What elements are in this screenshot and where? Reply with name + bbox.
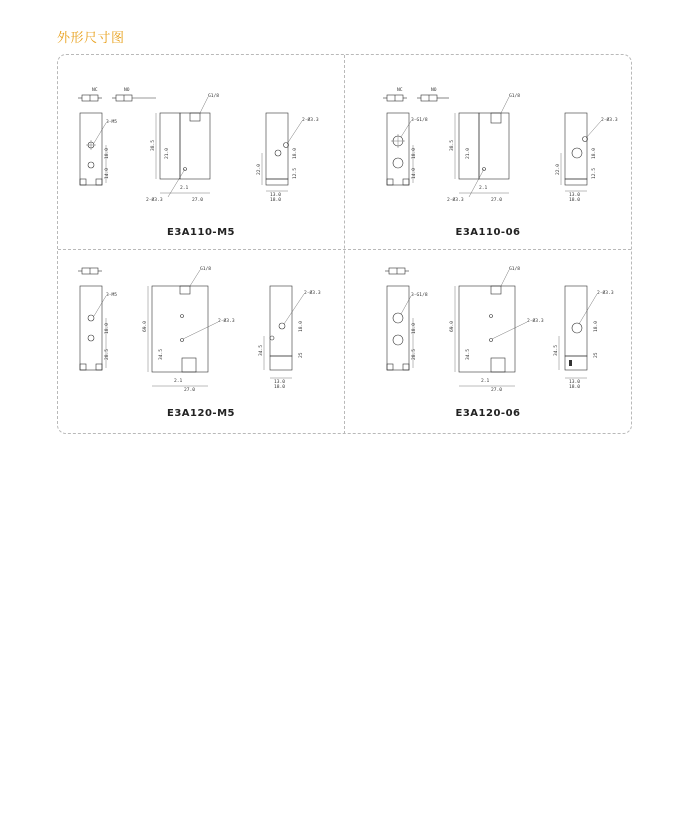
svg-text:18.0: 18.0 bbox=[105, 147, 110, 159]
svg-text:2-Ø3.3: 2-Ø3.3 bbox=[447, 198, 464, 203]
valve-symbol-nc bbox=[78, 87, 102, 101]
svg-text:18.0: 18.0 bbox=[592, 147, 597, 159]
svg-text:34.5: 34.5 bbox=[554, 344, 559, 356]
model-label: E3A110-06 bbox=[455, 227, 521, 238]
svg-text:18.0: 18.0 bbox=[299, 320, 304, 332]
svg-text:NC: NC bbox=[397, 88, 403, 93]
svg-text:G1/8: G1/8 bbox=[200, 267, 212, 272]
svg-text:13.0: 13.0 bbox=[569, 380, 581, 385]
svg-text:12.5: 12.5 bbox=[592, 167, 597, 179]
svg-text:27.0: 27.0 bbox=[192, 198, 204, 203]
svg-text:NO: NO bbox=[431, 88, 437, 93]
svg-text:18.0: 18.0 bbox=[412, 147, 417, 159]
drawing-cell-e3a110-06 bbox=[345, 55, 631, 245]
svg-text:34.5: 34.5 bbox=[259, 344, 264, 356]
svg-text:2-Ø3.3: 2-Ø3.3 bbox=[146, 198, 163, 203]
svg-text:27.0: 27.0 bbox=[491, 388, 503, 393]
svg-text:18.0: 18.0 bbox=[569, 198, 581, 203]
svg-text:NC: NC bbox=[92, 88, 98, 93]
svg-text:38.5: 38.5 bbox=[151, 139, 156, 151]
svg-text:18.0: 18.0 bbox=[274, 385, 286, 390]
svg-text:27.0: 27.0 bbox=[491, 198, 503, 203]
svg-text:G1/8: G1/8 bbox=[208, 94, 220, 99]
svg-text:21.0: 21.0 bbox=[165, 147, 170, 159]
svg-text:3-G1/8: 3-G1/8 bbox=[411, 293, 428, 298]
svg-text:G1/8: G1/8 bbox=[509, 267, 521, 272]
drawing-cell-e3a110-m5 bbox=[58, 55, 344, 245]
svg-text:18.0: 18.0 bbox=[412, 322, 417, 334]
dimension-drawing bbox=[345, 55, 631, 245]
svg-text:21.0: 21.0 bbox=[466, 147, 471, 159]
svg-text:38.5: 38.5 bbox=[450, 139, 455, 151]
svg-text:2-Ø3.3: 2-Ø3.3 bbox=[601, 118, 618, 123]
valve-symbol-no bbox=[112, 87, 156, 101]
svg-text:25: 25 bbox=[299, 352, 304, 358]
svg-text:2-Ø3.3: 2-Ø3.3 bbox=[597, 291, 614, 296]
svg-text:12.5: 12.5 bbox=[293, 167, 298, 179]
svg-text:14.0: 14.0 bbox=[105, 167, 110, 179]
svg-text:28.5: 28.5 bbox=[412, 348, 417, 360]
svg-text:34.5: 34.5 bbox=[466, 348, 471, 360]
svg-text:3-M5: 3-M5 bbox=[106, 120, 118, 125]
svg-text:NO: NO bbox=[124, 88, 130, 93]
dimension-drawing bbox=[58, 55, 344, 245]
valve-symbol-no bbox=[417, 87, 449, 101]
model-label: E3A120-06 bbox=[455, 408, 521, 419]
svg-text:13.0: 13.0 bbox=[569, 193, 581, 198]
svg-text:25: 25 bbox=[594, 352, 599, 358]
svg-text:2.1: 2.1 bbox=[180, 186, 189, 191]
svg-text:2.1: 2.1 bbox=[174, 379, 183, 384]
section-title: 外形尺寸图 bbox=[57, 31, 125, 46]
svg-text:18.0: 18.0 bbox=[293, 147, 298, 159]
svg-text:34.5: 34.5 bbox=[159, 348, 164, 360]
svg-text:2.1: 2.1 bbox=[479, 186, 488, 191]
svg-text:3-M5: 3-M5 bbox=[106, 293, 118, 298]
svg-text:2-Ø3.3: 2-Ø3.3 bbox=[527, 319, 544, 324]
svg-text:22.0: 22.0 bbox=[556, 163, 561, 175]
valve-symbol bbox=[385, 268, 409, 274]
svg-text:G1/8: G1/8 bbox=[509, 94, 521, 99]
svg-text:18.0: 18.0 bbox=[105, 322, 110, 334]
svg-text:14.0: 14.0 bbox=[412, 167, 417, 179]
model-label: E3A110-M5 bbox=[167, 227, 235, 238]
svg-text:2-Ø3.3: 2-Ø3.3 bbox=[302, 118, 319, 123]
drawing-cell-e3a120-m5 bbox=[58, 250, 344, 440]
svg-text:28.5: 28.5 bbox=[105, 348, 110, 360]
svg-text:18.0: 18.0 bbox=[594, 320, 599, 332]
valve-symbol-nc bbox=[383, 87, 407, 101]
svg-text:18.0: 18.0 bbox=[569, 385, 581, 390]
svg-text:13.0: 13.0 bbox=[274, 380, 286, 385]
svg-text:2-Ø3.3: 2-Ø3.3 bbox=[304, 291, 321, 296]
valve-symbol bbox=[78, 268, 102, 274]
svg-text:13.0: 13.0 bbox=[270, 193, 282, 198]
svg-text:69.0: 69.0 bbox=[450, 320, 455, 332]
svg-text:27.0: 27.0 bbox=[184, 388, 196, 393]
svg-text:3-G1/8: 3-G1/8 bbox=[411, 118, 428, 123]
svg-text:2-Ø3.3: 2-Ø3.3 bbox=[218, 319, 235, 324]
svg-text:2.1: 2.1 bbox=[481, 379, 490, 384]
model-label: E3A120-M5 bbox=[167, 408, 235, 419]
drawing-cell-e3a120-06 bbox=[345, 250, 631, 440]
svg-text:69.0: 69.0 bbox=[143, 320, 148, 332]
svg-text:22.0: 22.0 bbox=[257, 163, 262, 175]
svg-text:18.0: 18.0 bbox=[270, 198, 282, 203]
